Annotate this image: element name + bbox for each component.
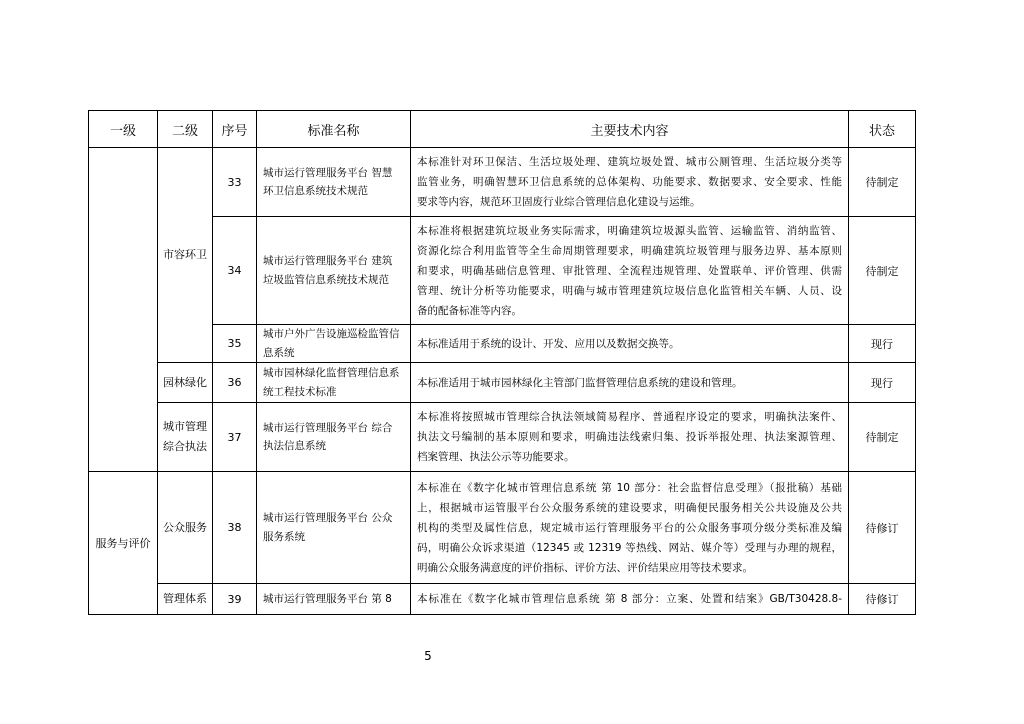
standard-name-line: 统工程技术标准 [263,385,337,398]
table-row [89,584,916,615]
standard-name-cell [257,472,411,584]
tech-content-cell [411,403,849,472]
seq-cell: 39 [213,584,257,615]
table-row [89,148,916,217]
table-row [89,472,916,584]
tech-content-cell [411,217,849,325]
standard-name-cell [257,325,411,363]
tech-content-line: 备的配备标准等内容。 [417,304,522,317]
level2-label-line: 市容环卫 [163,248,207,261]
standard-name-line: 城市运行管理服务平台 综合 [263,421,393,434]
standard-name-line: 执法信息系统 [263,440,326,452]
level2-label-line: 园林绿化 [163,375,207,389]
seq-cell: 35 [213,325,257,363]
status-cell: 现行 [849,325,916,363]
status-cell: 现行 [849,363,916,403]
level2-label-line: 综合执法 [163,440,207,453]
page-number: 5 [424,649,432,663]
tech-content-line: 执法文号编制的基本原则和要求，明确违法线索归集、投诉举报处理、执法案源管理、 [417,431,842,443]
tech-content-line: 要求等内容，规范环卫固废行业综合管理信息化建设与运维。 [417,196,701,208]
level2-label-line: 城市管理 [163,420,207,433]
tech-content-line: 本标准适用于系统的设计、开发、应用以及数据交换等。 [417,337,680,350]
status-cell: 待修订 [849,472,916,584]
tech-content-cell [411,148,849,217]
tech-content-line: 管理、统计分析等功能要求，明确与城市管理建筑垃圾信息化监管相关车辆、人员、设 [417,284,842,297]
header-row [89,111,916,148]
level2-cell [158,363,213,403]
standard-name-line: 城市运行管理服务平台 建筑 [263,255,393,267]
tech-content-line: 监管业务，明确智慧环卫信息系统的总体架构、功能要求、数据要求、安全要求、性能 [417,176,842,188]
table-row [89,217,916,325]
header-seq: 序号 [213,111,257,148]
standard-name-line: 城市运行管理服务平台 公众 [263,512,393,524]
tech-content-line: 本标准将按照城市管理综合执法领域简易程序、普通程序设定的要求，明确执法案件、 [417,411,842,423]
level2-label-line: 管理体系 [163,592,207,605]
header-standard-name: 标准名称 [257,111,411,148]
standard-name-line: 息系统 [263,346,295,359]
standards-table [88,110,916,615]
tech-content-line: 和要求，明确基础信息管理、审批管理、全流程违规管理、处置联单、评价管理、供需 [417,264,842,277]
tech-content-line: 档案管理、执法公示等功能要求。 [417,451,575,463]
standard-name-line: 服务系统 [263,530,305,543]
status-cell: 待制定 [849,217,916,325]
tech-content-line: 本标准针对环卫保洁、生活垃圾处理、建筑垃圾处置、城市公厕管理、生活垃圾分类等 [417,156,842,168]
standard-name-cell [257,148,411,217]
standard-name-cell [257,363,411,403]
standard-name-line: 环卫信息系统技术规范 [263,185,368,197]
header-level1: 一级 [89,111,158,148]
tech-content-line: 本标准在《数字化城市管理信息系统 第 8 部分：立案、处置和结案》GB/T30428.8- [417,593,842,605]
level1-cell: 服务与评价 [89,472,158,615]
level2-cell [158,472,213,584]
level2-label-line: 公众服务 [163,520,207,534]
tech-content-line: 本标准在《数字化城市管理信息系统 第 10 部分：社会监督信息受理》（报批稿）基础 [417,481,842,494]
seq-cell: 36 [213,363,257,403]
tech-content-cell [411,584,849,615]
tech-content-cell [411,325,849,363]
tech-content-cell [411,363,849,403]
tech-content-line: 上，根据城市运管服平台公众服务系统的建设要求，明确便民服务相关公共设施及公共 [417,501,842,514]
header-status: 状态 [849,111,916,148]
standard-name-line: 城市运行管理服务平台 智慧 [263,166,393,179]
header-level2: 二级 [158,111,213,148]
status-cell: 待制定 [849,403,916,472]
level1-cell-continued [89,148,158,472]
standard-name-line: 城市运行管理服务平台 第 8 [263,592,392,605]
standard-name-line: 城市户外广告设施巡检监管信 [263,328,400,340]
standard-name-line: 垃圾监管信息系统技术规范 [263,273,389,286]
status-cell: 待修订 [849,584,916,615]
standard-name-cell [257,217,411,325]
seq-cell: 34 [213,217,257,325]
standard-name-cell [257,403,411,472]
status-cell: 待制定 [849,148,916,217]
standard-name-cell [257,584,411,615]
tech-content-line: 本标准适用于城市园林绿化主管部门监督管理信息系统的建设和管理。 [417,376,743,389]
standard-name-line: 城市园林绿化监督管理信息系 [263,367,400,379]
table-row [89,403,916,472]
seq-cell: 37 [213,403,257,472]
level2-cell [158,403,213,472]
seq-cell: 33 [213,148,257,217]
tech-content-line: 机构的类型及属性信息，规定城市运行管理服务平台的公众服务事项分级分类标准及编 [417,521,842,534]
tech-content-line: 码，明确公众诉求渠道（12345 或 12319 等热线、网站、媒介等）受理与办理的规程， [417,541,842,554]
level2-cell [158,148,213,363]
table-row [89,363,916,403]
seq-cell: 38 [213,472,257,584]
tech-content-line: 资源化综合利用监管等全生命周期管理要求，明确建筑垃圾管理与服务边界、基本原则 [417,244,842,257]
table-row [89,325,916,363]
tech-content-line: 明确公众服务满意度的评价指标、评价方法、评价结果应用等技术要求。 [417,561,753,574]
header-tech-content: 主要技术内容 [411,111,849,148]
tech-content-line: 本标准将根据建筑垃圾业务实际需求，明确建筑垃圾源头监管、运输监管、消纳监管、 [417,224,842,237]
tech-content-cell [411,472,849,584]
level2-cell [158,584,213,615]
